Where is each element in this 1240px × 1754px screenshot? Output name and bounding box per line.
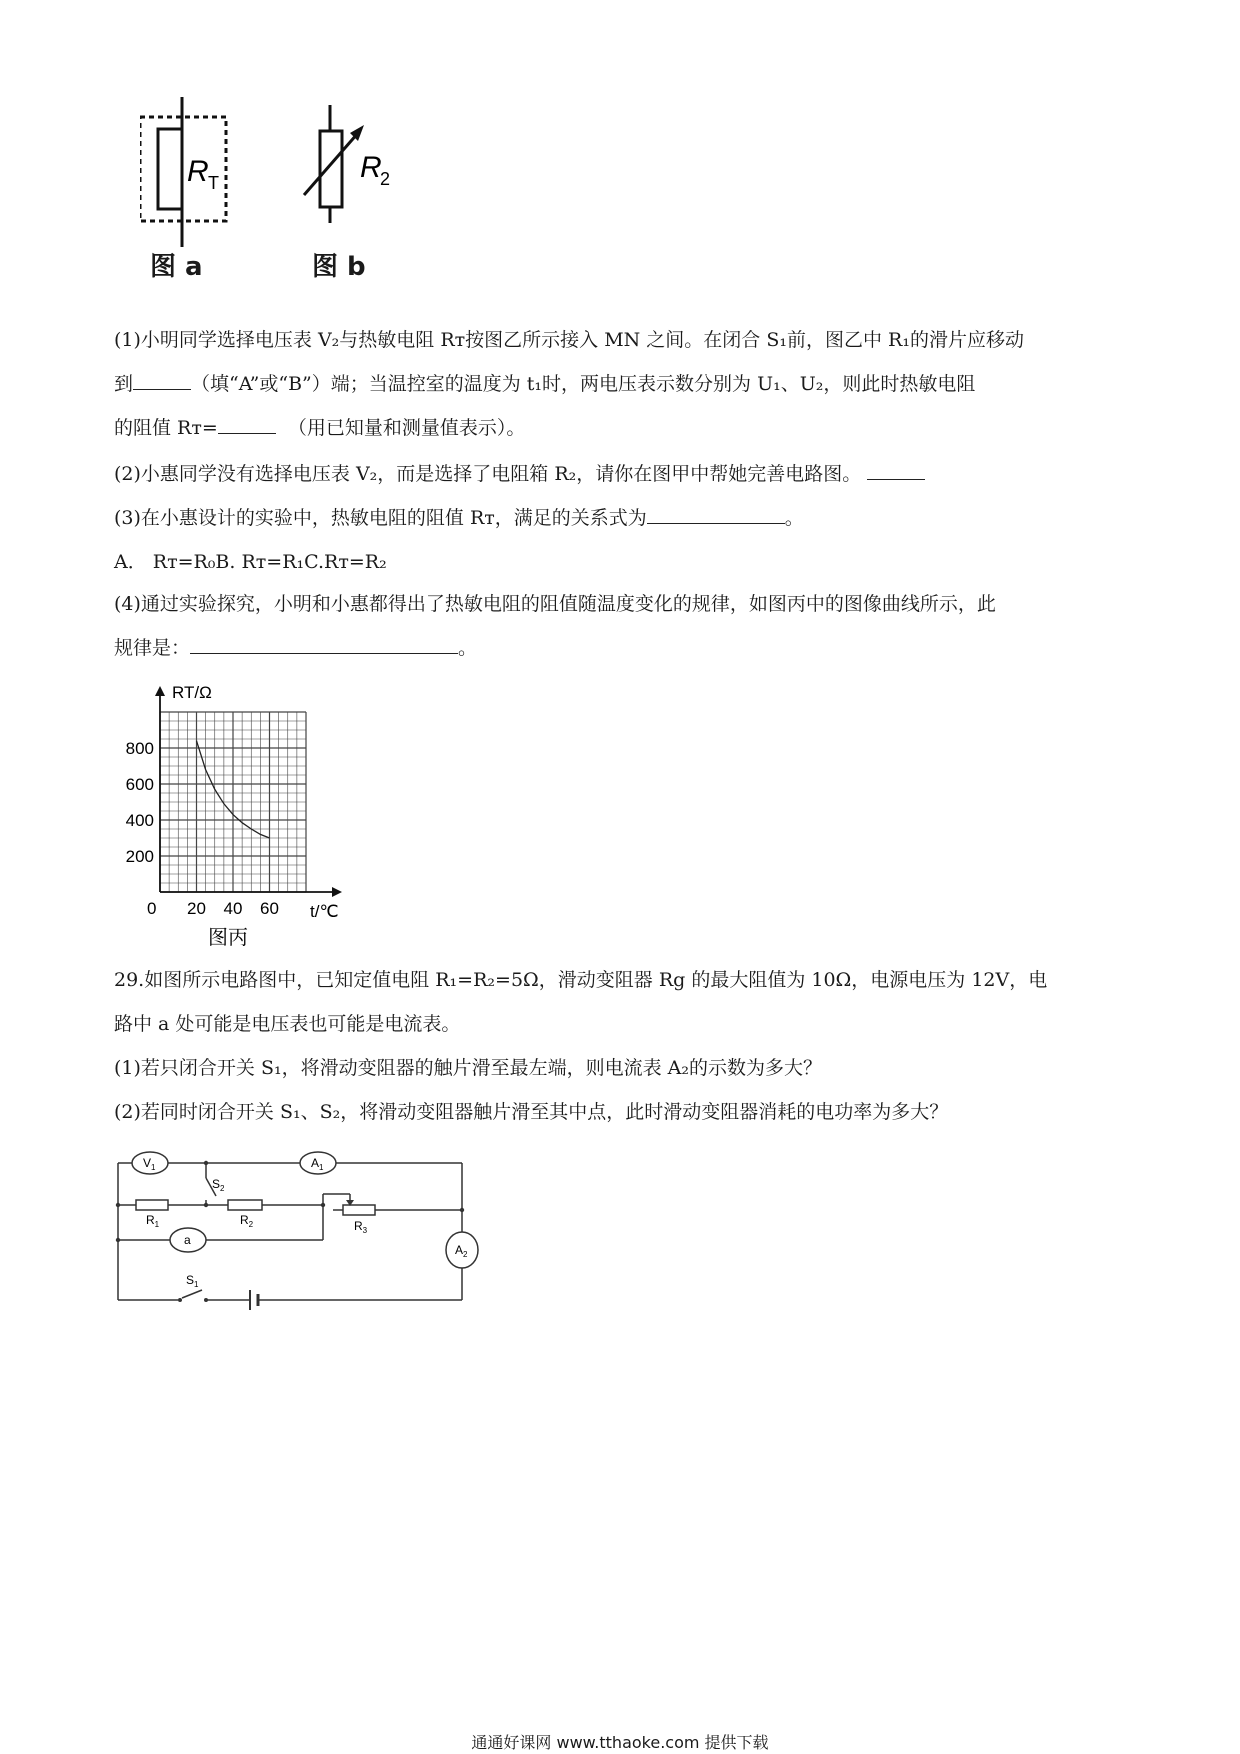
q28-part3-end: 。 [784, 507, 804, 529]
rheostat-r3-label: $R_3$ [354, 1219, 368, 1235]
answer-blank-circuit[interactable] [867, 460, 925, 480]
q28-part4-line2 [114, 634, 1134, 663]
chart-y-tick-label: 200 [125, 847, 154, 866]
figure-b-label-sub: 2 [380, 169, 391, 189]
page-footer: 通通好课网 www.tthaoke.com 提供下载 [471, 1733, 769, 1752]
q29-circuit-diagram [110, 1150, 480, 1310]
chart-y-tick-label: 400 [125, 811, 154, 830]
chart-x-tick-label: 60 [260, 899, 279, 918]
resistor-r2-label: $R_2$ [240, 1213, 254, 1229]
q28-part1-fill-hint: （填“A”或“B”）端；当温控室的温度为 t₁时，两电压表示数分别为 U₁、U₂，则此时热敏电阻 [191, 373, 976, 395]
q28-part1-line1: (1)小明同学选择电压表 V₂与热敏电阻 Rт按图乙所示接入 MN 之间。在闭合 S₁前，图乙中 R₁的滑片应移动 [114, 329, 1024, 351]
q28-options: A． Rт=R₀B. Rт=R₁C.Rт=R₂ [114, 551, 387, 573]
q29-line2: 路中 a 处可能是电压表也可能是电流表。 [114, 1013, 461, 1035]
figure-a-label: R [187, 155, 209, 188]
q28-part4-rule-label: 规律是： [114, 637, 191, 659]
chart-x-tick-label: 20 [187, 899, 206, 918]
q28-part1-rt-label: 的阻值 Rт= [114, 417, 218, 439]
chart-y-arrow-icon [155, 686, 165, 696]
q28-part2-text: (2)小惠同学没有选择电压表 V₂，而是选择了电阻箱 R₂，请你在图甲中帮她完善电路图。 [114, 463, 862, 485]
chart-y-axis-label: RT/Ω [172, 683, 212, 702]
answer-blank-rule[interactable] [190, 634, 458, 654]
chart-origin-label: 0 [147, 899, 157, 918]
switch-s1-label: $S_1$ [186, 1273, 199, 1289]
q28-part3 [114, 504, 1134, 533]
q28-part1-to: 到 [114, 373, 134, 395]
chart-y-tick-label: 800 [125, 739, 154, 758]
q28-part4-line1: (4)通过实验探究，小明和小惠都得出了热敏电阻的阻值随温度变化的规律，如图丙中的图像曲线所示，此 [114, 593, 996, 615]
chart-title: 图丙 [208, 927, 248, 949]
figure-a-label-sub: T [208, 173, 219, 193]
switch-s2-label: $S_2$ [212, 1177, 225, 1193]
thermistor-resistance-chart [110, 676, 370, 956]
chart-x-tick-label: 40 [223, 899, 243, 918]
q28-part2 [114, 460, 1134, 489]
figure-b-caption: 图 b [312, 252, 366, 282]
answer-blank-relation[interactable] [647, 504, 785, 524]
chart-x-axis-label: t/℃ [310, 902, 339, 921]
q29-line1: 29.如图所示电路图中，已知定值电阻 R₁=R₂=5Ω，滑动变阻器 Rg 的最大阻值为 10Ω，电源电压为 12V，电 [114, 969, 1048, 991]
chart-y-tick-label: 600 [125, 775, 154, 794]
meter-a: a [184, 1233, 191, 1247]
q28-part1-line3 [114, 414, 1134, 443]
figure-a-caption: 图 a [150, 252, 203, 282]
q29-sub1: (1)若只闭合开关 S₁，将滑动变阻器的触片滑至最左端，则电流表 A₂的示数为多大？ [114, 1057, 822, 1079]
figure-b-label: R [360, 151, 382, 184]
ammeter-a1: $A_1$ [311, 1156, 324, 1172]
q28-part3-text: (3)在小惠设计的实验中，热敏电阻的阻值 Rт，满足的关系式为 [114, 507, 647, 529]
answer-blank-ab[interactable] [133, 370, 191, 390]
chart-x-arrow-icon [332, 887, 342, 897]
q28-part4-end: 。 [458, 637, 478, 659]
ammeter-a2: $A_2$ [455, 1243, 468, 1259]
q28-part1-note: （用已知量和测量值表示）。 [287, 417, 526, 439]
answer-blank-rt[interactable] [218, 414, 276, 434]
q29-sub2: (2)若同时闭合开关 S₁、S₂，将滑动变阻器触片滑至其中点，此时滑动变阻器消耗的电功率为多大？ [114, 1101, 949, 1123]
resistor-r1-label: $R_1$ [146, 1213, 160, 1229]
q28-part1-line2 [114, 370, 1134, 399]
voltmeter-v1: $V_1$ [143, 1156, 156, 1172]
